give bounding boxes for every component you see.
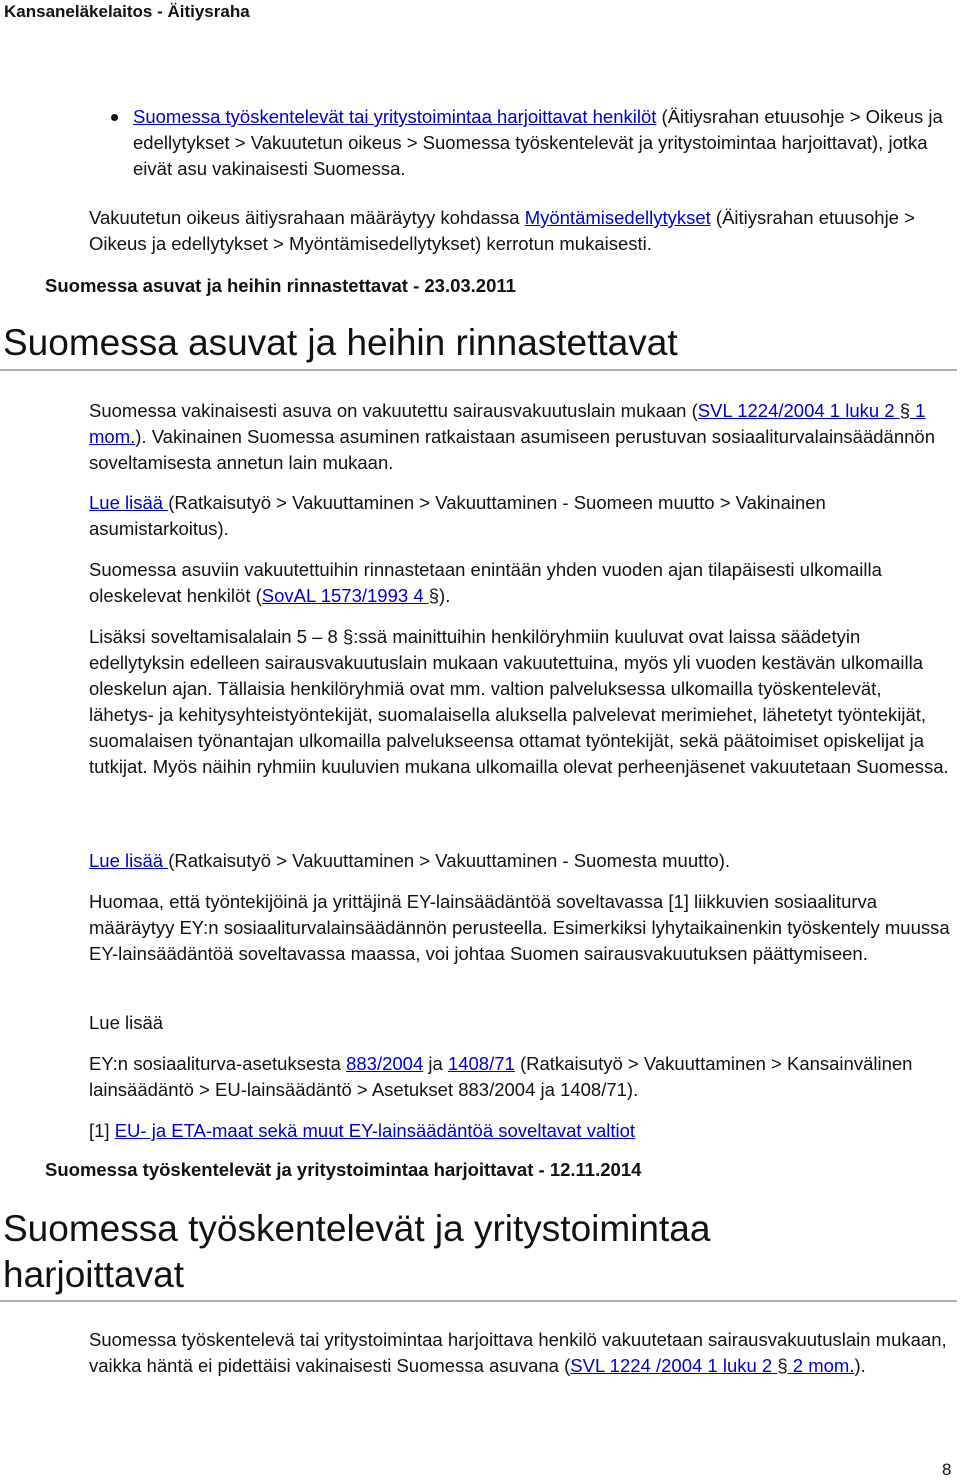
link-1408-71[interactable]: 1408/71 xyxy=(447,1053,515,1074)
section-title-suomessa-asuvat: Suomessa asuvat ja heihin rinnastettavat - 23.03.2011 xyxy=(45,275,516,296)
text-segment: Suomessa asuviin vakuutettuihin rinnastetaan enintään yhden vuoden ajan tilapäisesti ulkomailla oleskelevat henkilöt ( xyxy=(89,559,882,606)
text-segment: ). xyxy=(854,1355,866,1376)
paragraph-huomaa: Huomaa, että työntekijöinä ja yrittäjinä EY-lainsäädäntöä soveltavassa [1] liikkuvien sosiaaliturva määräytyy EY:n sosiaaliturvalainsäädännön perusteella. Esimerkiksi lyhytaikainenkin työskentely muussa EY-lainsäädäntöä soveltavassa maassa, voi johtaa Suomen sairausvakuutuksen päättymiseen. xyxy=(89,891,950,964)
link-svl-1mom[interactable]: 1 mom. xyxy=(89,400,926,447)
text-segment: Suomessa vakinaisesti asuva on vakuutettu sairausvakuutuslain mukaan ( xyxy=(89,400,698,421)
paragraph-rinnastetaan xyxy=(89,557,951,609)
link-soval-1573[interactable]: SovAL 1573/1993 4 xyxy=(261,585,429,606)
paragraph-lue-lisaa-plain: Lue lisää xyxy=(89,1012,164,1033)
section-sign: § xyxy=(777,1355,788,1376)
text-segment: Suomessa työskentelevä tai yritystoimintaa harjoittava henkilö vakuutetaan sairausvakuutuslain mukaan, vaikka häntä ei pidettäisi vakinaisesti Suomessa asuvana ( xyxy=(89,1329,947,1376)
bullet-marker xyxy=(111,114,118,121)
text-segment: (Ratkaisutyö > Vakuuttaminen > Kansainvälinen lainsäädäntö > EU-lainsäädäntö > Asetukset 883/2004 ja 1408/71). xyxy=(89,1053,913,1100)
link-eu-eta-maat[interactable]: EU- ja ETA-maat sekä muut EY-lainsäädäntöä soveltavat valtiot xyxy=(114,1120,636,1141)
text-segment: Vakuutetun oikeus äitiysrahaan määräytyy kohdassa xyxy=(89,207,525,228)
heading-rule xyxy=(0,369,957,371)
section-sign: § xyxy=(428,585,440,606)
heading-suomessa-asuvat: Suomessa asuvat ja heihin rinnastettavat xyxy=(3,322,678,363)
link-883-2004[interactable]: 883/2004 xyxy=(346,1053,424,1074)
paragraph-tyoskenteleva-henkilo xyxy=(89,1327,951,1379)
text-segment: ). Vakinainen Suomessa asuminen ratkaistaan asumiseen perustuvan sosiaaliturvalainsäädännön soveltamisesta annetun lain mukaan. xyxy=(89,426,935,473)
link-text: SVL 1224/2004 1 luku 2 xyxy=(697,400,900,421)
link-myontamisedellytykset[interactable]: Myöntämisedellytykset xyxy=(524,207,711,228)
paragraph-sosiaaliturva-asetus xyxy=(89,1051,951,1103)
page-number: 8 xyxy=(942,1460,952,1479)
heading-line: harjoittavat xyxy=(3,1254,184,1295)
section-title-tyoskentelevat: Suomessa työskentelevät ja yritystoimintaa harjoittavat - 12.11.2014 xyxy=(45,1159,642,1180)
paragraph-soveltamisalalaki: Lisäksi soveltamisalalain 5 – 8 §:ssä mainittuihin henkilöryhmiin kuuluvat ovat laissa säädetyin edellytyksin edelleen sairausvakuutuslain mukaan vakuutettuina, myös yli vuoden kestävän ulkomailla oleskelun ajan. Tällaisia henkilöryhmiä ovat mm. valtion palveluksessa ulkomailla työskentelevät, lähetys- ja kehitysyhteistyöntekijät, suomalaisella aluksella palvelevat merimiehet, lähetetyt työntekijät, suomalaisen työnantajan ulkomailla palvelukseensa ottamat työntekijät, sekä päätoimiset opiskelijat ja tutkijat. Myös näihin ryhmiin kuuluvien mukana ulkomailla olevat perheenjäsenet vakuutetaan Suomessa. xyxy=(89,626,949,777)
paragraph-vakuutetun-oikeus xyxy=(89,205,951,257)
page-header-title: Kansaneläkelaitos - Äitiysraha xyxy=(4,2,250,21)
link-svl-1224-1mom[interactable] xyxy=(698,400,900,421)
text-segment: ). xyxy=(439,585,451,606)
text-segment: EY:n sosiaaliturva-asetuksesta xyxy=(89,1053,347,1074)
heading-line: Suomessa työskentelevät ja yritystoimintaa xyxy=(3,1208,711,1249)
bullet-text: (Äitiysrahan etuusohje > Oikeus ja edellytykset > Vakuutetun oikeus > Suomessa työskentelevät ja yritystoimintaa harjoittavat), jotka eivät asu vakinaisesti Suomessa. xyxy=(133,106,943,179)
text-segment: (Ratkaisutyö > Vakuuttaminen > Vakuuttaminen - Suomesta muutto). xyxy=(168,850,730,871)
heading-tyoskentelevat xyxy=(3,1206,883,1298)
link-lue-lisaa-suomeen-muutto[interactable]: Lue lisää xyxy=(89,492,169,513)
section-sign: § xyxy=(899,400,911,421)
paragraph-lue-lisaa-2 xyxy=(89,848,951,874)
paragraph-lue-lisaa-1 xyxy=(89,490,951,542)
paragraph-footnote-1 xyxy=(89,1118,951,1144)
footnote-marker: [1] xyxy=(89,1120,115,1141)
link-svl-2mom[interactable]: 2 mom. xyxy=(787,1355,855,1376)
bullet-list-item xyxy=(133,104,953,182)
text-segment: (Äitiysrahan etuusohje > Oikeus ja edellytykset > Myöntämisedellytykset) kerrotun mukaisesti. xyxy=(89,207,915,254)
text-segment: ja xyxy=(423,1053,448,1074)
link-lue-lisaa-suomesta-muutto[interactable]: Lue lisää xyxy=(89,850,169,871)
paragraph-vakinaisesti-asuva xyxy=(89,398,951,476)
link-suomessa-tyoskentelevat[interactable]: Suomessa työskentelevät tai yritystoimintaa harjoittavat henkilöt xyxy=(133,106,657,127)
heading-rule xyxy=(0,1300,957,1302)
text-segment: (Ratkaisutyö > Vakuuttaminen > Vakuuttaminen - Suomeen muutto > Vakinainen asumistarkoitus). xyxy=(89,492,826,539)
link-svl-1224-2mom[interactable]: SVL 1224 /2004 1 luku 2 xyxy=(570,1355,778,1376)
